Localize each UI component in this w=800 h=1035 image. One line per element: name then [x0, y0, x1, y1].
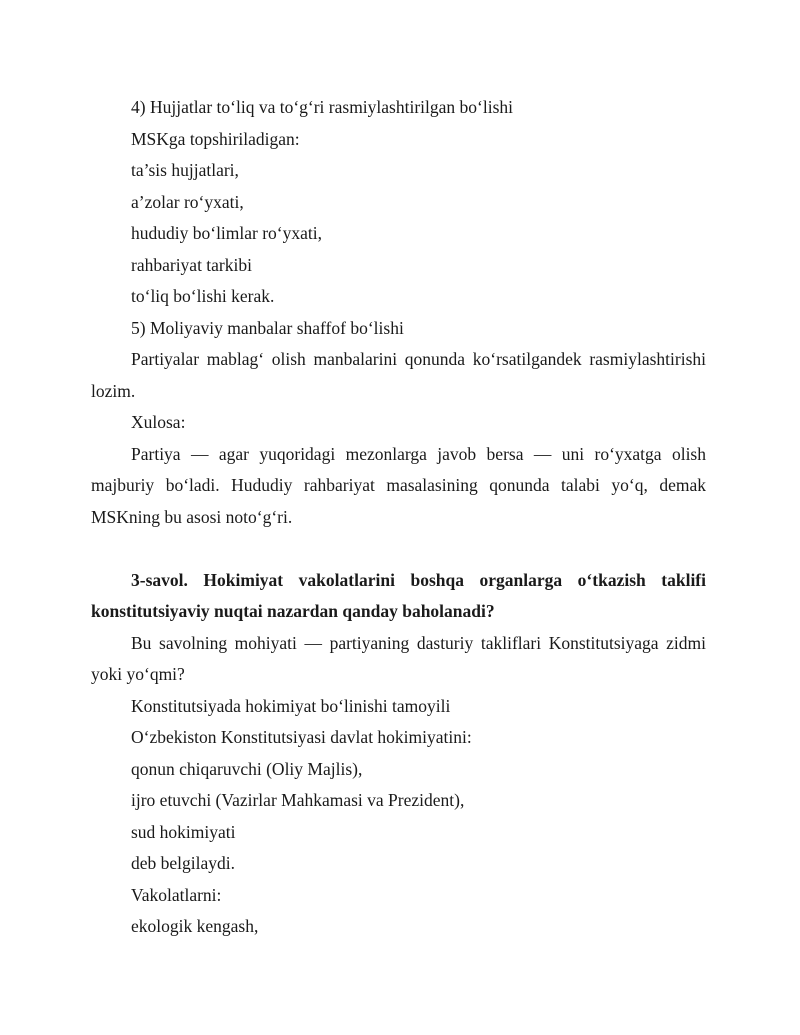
- list-item-executive: ijro etuvchi (Vazirlar Mahkamasi va Prezident),: [131, 790, 465, 810]
- document-body: [91, 92, 706, 943]
- list-item-regional-branches: hududiy bo‘limlar ro‘yxati,: [131, 223, 323, 243]
- paragraph-financial-heading: 5) Moliyaviy manbalar shaffof bo‘lishi: [131, 317, 404, 338]
- paragraph-separation-of-powers: Konstitutsiyada hokimiyat bo‘linishi tamoyili: [131, 695, 451, 716]
- paragraph-conclusion-text: Partiya — agar yuqoridagi mezonlarga javob bersa — uni ro‘yxatga olish majburiy bo‘ladi. Hududiy rahbariyat masalasining qonunda talabi yo‘q, demak MSKning bu asosi noto‘g‘ri.: [91, 443, 706, 527]
- paragraph-powers-label: Vakolatlarni:: [131, 884, 222, 905]
- paragraph-must-be-complete: to‘liq bo‘lishi kerak.: [131, 286, 275, 306]
- paragraph-conclusion-label: Xulosa:: [131, 412, 186, 432]
- paragraph-question-essence: Bu savolning mohiyati — partiyaning dasturiy takliflari Konstitutsiyaga zidmi yoki yo‘qmi?: [91, 632, 706, 684]
- paragraph-defines: deb belgilaydi.: [131, 853, 236, 873]
- question-3-heading: 3-savol. Hokimiyat vakolatlarini boshqa organlarga o‘tkazish taklifi konstitutsiyaviy nuqtai nazardan qanday baholanadi?: [91, 569, 706, 621]
- list-item-founding-documents: ta’sis hujjatlari,: [131, 160, 239, 180]
- list-item-leadership: rahbariyat tarkibi: [131, 254, 252, 275]
- paragraph-constitution-intro: O‘zbekiston Konstitutsiyasi davlat hokimiyatini:: [131, 727, 472, 747]
- list-item-ecological-council: ekologik kengash,: [131, 916, 259, 936]
- paragraph-msk-submission: MSKga topshiriladigan:: [131, 128, 300, 149]
- paragraph-documents-heading: 4) Hujjatlar to‘liq va to‘g‘ri rasmiylashtirilgan bo‘lishi: [131, 97, 514, 117]
- blank-line: [91, 533, 706, 565]
- list-item-legislative: qonun chiqaruvchi (Oliy Majlis),: [131, 758, 363, 779]
- list-item-members-list: a’zolar ro‘yxati,: [131, 191, 244, 212]
- paragraph-financial-sources: Partiyalar mablag‘ olish manbalarini qonunda ko‘rsatilgandek rasmiylashtirishi lozim.: [91, 349, 706, 401]
- list-item-judicial: sud hokimiyati: [131, 821, 236, 842]
